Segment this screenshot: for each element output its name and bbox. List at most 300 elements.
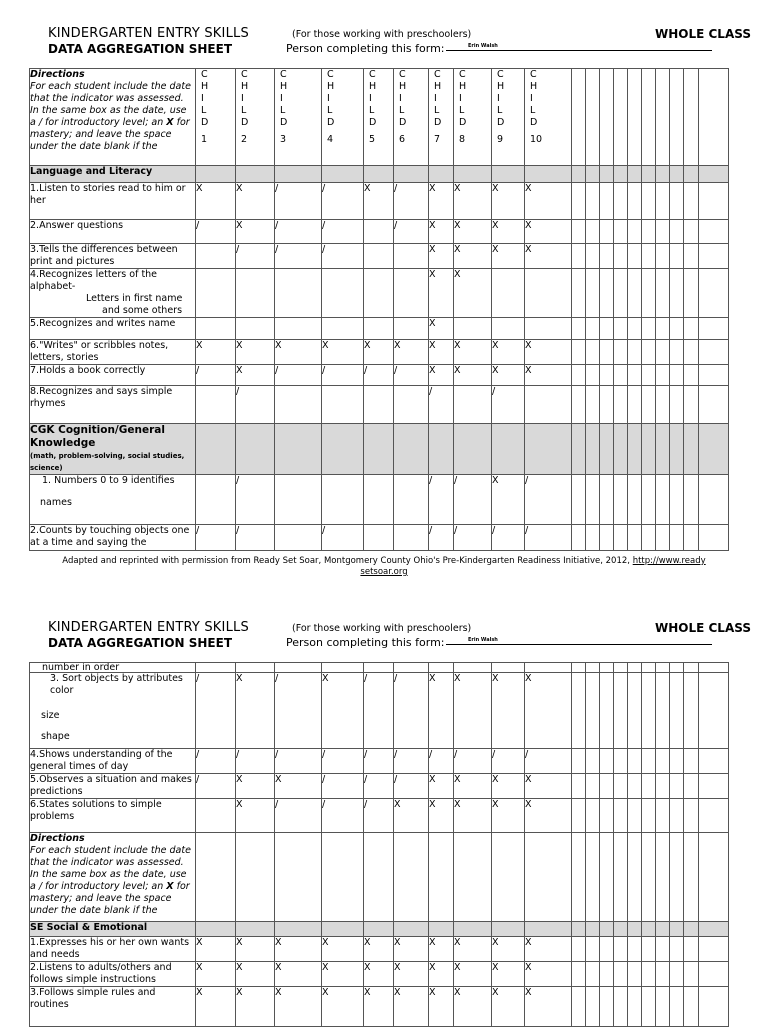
signature-line bbox=[446, 644, 712, 645]
blank-cell bbox=[656, 318, 670, 340]
directions-cell bbox=[30, 69, 196, 166]
mark-cell-child-1 bbox=[196, 386, 236, 424]
blank-cell bbox=[684, 937, 699, 962]
child-col-6: C H I L D 6 bbox=[394, 69, 429, 166]
table-row bbox=[30, 749, 729, 774]
mark-cell-child-3: X bbox=[275, 937, 322, 962]
blank-cell bbox=[614, 937, 628, 962]
mark-cell-child-10: X bbox=[525, 987, 572, 1027]
mark-cell-child-9: X bbox=[492, 673, 525, 749]
blank-cell bbox=[699, 269, 729, 318]
blank-cell bbox=[642, 183, 656, 220]
blank-cell bbox=[670, 987, 684, 1027]
aggregation-table-page2 bbox=[29, 662, 729, 1027]
mark-cell-child-8: / bbox=[454, 749, 492, 774]
mark-cell-child-8: X bbox=[454, 269, 492, 318]
blank-cell bbox=[684, 475, 699, 525]
mark-cell-child-9: X bbox=[492, 340, 525, 365]
blank-cell bbox=[642, 937, 656, 962]
blank-cell bbox=[656, 962, 670, 987]
blank-cell bbox=[656, 386, 670, 424]
form-title-note: (For those working with preschoolers) bbox=[292, 29, 472, 40]
blank-cell bbox=[670, 937, 684, 962]
blank-cell bbox=[572, 318, 586, 340]
blank-cell bbox=[572, 987, 586, 1027]
table-row bbox=[30, 525, 729, 551]
blank-cell bbox=[642, 318, 656, 340]
child-col-7: C H I L D 7 bbox=[429, 69, 454, 166]
mark-cell-child-6 bbox=[394, 244, 429, 269]
blank-cell bbox=[699, 244, 729, 269]
mark-cell-child-1: / bbox=[196, 749, 236, 774]
mark-cell-child-2: / bbox=[236, 525, 275, 551]
mark-cell-child-3: / bbox=[275, 673, 322, 749]
mark-cell-child-9: X bbox=[492, 183, 525, 220]
directions-text-a: For each student include the date that the indicator was assessed. In the same box as the date, use a / for introductory level; an bbox=[30, 81, 191, 128]
blank-cell bbox=[670, 475, 684, 525]
blank-cell bbox=[628, 183, 642, 220]
mark-cell-child-3: / bbox=[275, 220, 322, 244]
mark-cell-child-5: X bbox=[364, 962, 394, 987]
blank-cell bbox=[600, 365, 614, 386]
blank-cell bbox=[628, 962, 642, 987]
mark-cell-child-4: / bbox=[322, 799, 364, 833]
blank-cell bbox=[614, 799, 628, 833]
blank-cell bbox=[656, 365, 670, 386]
blank-cell bbox=[699, 475, 729, 525]
ready-set-soar-link-cont[interactable]: setsoar.org bbox=[360, 567, 408, 577]
mark-cell-child-5: / bbox=[364, 749, 394, 774]
mark-cell-child-8 bbox=[454, 386, 492, 424]
table-row bbox=[30, 774, 729, 799]
mark-cell-child-5: X bbox=[364, 340, 394, 365]
mark-cell-child-1: / bbox=[196, 673, 236, 749]
mark-cell-child-9: X bbox=[492, 987, 525, 1027]
mark-cell-child-1: / bbox=[196, 220, 236, 244]
table-row bbox=[30, 365, 729, 386]
mark-cell-child-10: X bbox=[525, 937, 572, 962]
mark-cell-child-1: / bbox=[196, 774, 236, 799]
mark-cell-child-6 bbox=[394, 475, 429, 525]
table-row bbox=[30, 244, 729, 269]
table-row bbox=[30, 987, 729, 1027]
blank-cell bbox=[684, 673, 699, 749]
whole-class-label: WHOLE CLASS bbox=[655, 621, 751, 635]
blank-cell bbox=[699, 220, 729, 244]
blank-cell bbox=[614, 318, 628, 340]
mark-cell-child-6: / bbox=[394, 749, 429, 774]
mark-cell-child-5 bbox=[364, 525, 394, 551]
mark-cell-child-7: / bbox=[429, 475, 454, 525]
mark-cell-child-9: / bbox=[492, 386, 525, 424]
mark-cell-child-9: / bbox=[492, 749, 525, 774]
mark-cell-child-7: X bbox=[429, 220, 454, 244]
mark-cell-child-9: X bbox=[492, 799, 525, 833]
mark-cell-child-6: / bbox=[394, 183, 429, 220]
blank-cell bbox=[684, 774, 699, 799]
indicator-sub: Letters in first name bbox=[86, 293, 183, 304]
mark-cell-child-10: / bbox=[525, 749, 572, 774]
blank-cell bbox=[572, 386, 586, 424]
indicator-label: 3.Tells the differences between print and pictures bbox=[30, 244, 196, 269]
blank-cell bbox=[699, 673, 729, 749]
blank-cell bbox=[600, 220, 614, 244]
blank-cell bbox=[586, 269, 600, 318]
blank-cell bbox=[699, 183, 729, 220]
directions-x: X bbox=[166, 117, 174, 128]
blank-cell bbox=[628, 937, 642, 962]
indicator-continued: number in order bbox=[30, 663, 196, 673]
blank-cell bbox=[600, 244, 614, 269]
mark-cell-child-7: X bbox=[429, 962, 454, 987]
blank-cell bbox=[572, 340, 586, 365]
blank-cell bbox=[684, 318, 699, 340]
mark-cell-child-5 bbox=[364, 386, 394, 424]
mark-cell-child-8: / bbox=[454, 475, 492, 525]
table-row bbox=[30, 220, 729, 244]
mark-cell-child-8: X bbox=[454, 774, 492, 799]
table-row bbox=[30, 799, 729, 833]
mark-cell-child-10: X bbox=[525, 220, 572, 244]
blank-cell bbox=[670, 673, 684, 749]
indicator-label: 2.Listens to adults/others and follows simple instructions bbox=[30, 962, 196, 987]
blank-cell bbox=[670, 220, 684, 244]
mark-cell-child-1 bbox=[196, 475, 236, 525]
mark-cell-child-6: X bbox=[394, 987, 429, 1027]
mark-cell-child-4 bbox=[322, 475, 364, 525]
mark-cell-child-4: / bbox=[322, 525, 364, 551]
mark-cell-child-9: X bbox=[492, 365, 525, 386]
blank-cell bbox=[600, 673, 614, 749]
mark-cell-child-2: X bbox=[236, 799, 275, 833]
blank-cell bbox=[572, 525, 586, 551]
blank-cell bbox=[699, 987, 729, 1027]
mark-cell-child-9: / bbox=[492, 525, 525, 551]
mark-cell-child-1 bbox=[196, 244, 236, 269]
mark-cell-child-8: X bbox=[454, 799, 492, 833]
mark-cell-child-8: X bbox=[454, 673, 492, 749]
blank-cell bbox=[642, 799, 656, 833]
indicator-label: 4.Shows understanding of the general times of day bbox=[30, 749, 196, 774]
mark-cell-child-1: / bbox=[196, 525, 236, 551]
blank-cell bbox=[628, 774, 642, 799]
mark-cell-child-9 bbox=[492, 269, 525, 318]
section-language-literacy bbox=[30, 166, 729, 183]
mark-cell-child-5: / bbox=[364, 365, 394, 386]
mark-cell-child-1: X bbox=[196, 937, 236, 962]
whole-class-label: WHOLE CLASS bbox=[655, 27, 751, 41]
blank-cell bbox=[642, 987, 656, 1027]
form-subtitle: DATA AGGREGATION SHEET bbox=[48, 42, 233, 56]
blank-cell bbox=[572, 749, 586, 774]
mark-cell-child-7: X bbox=[429, 183, 454, 220]
mark-cell-child-2: X bbox=[236, 962, 275, 987]
blank-cell bbox=[670, 525, 684, 551]
blank-cell bbox=[614, 962, 628, 987]
signature: Erin Walsh bbox=[468, 43, 498, 49]
blank-cell bbox=[684, 183, 699, 220]
mark-cell-child-4 bbox=[322, 386, 364, 424]
mark-cell-child-5 bbox=[364, 220, 394, 244]
blank-cell bbox=[642, 962, 656, 987]
indicator-sub: shape bbox=[41, 731, 70, 742]
table-row bbox=[30, 937, 729, 962]
directions-title: Directions bbox=[30, 69, 85, 80]
blank-cell bbox=[628, 220, 642, 244]
mark-cell-child-2: X bbox=[236, 673, 275, 749]
blank-cell bbox=[628, 673, 642, 749]
indicator-label: 6."Writes" or scribbles notes, letters, stories bbox=[30, 340, 196, 365]
blank-cell bbox=[656, 774, 670, 799]
table-header-row bbox=[30, 69, 729, 166]
mark-cell-child-5: / bbox=[364, 673, 394, 749]
blank-cell bbox=[572, 937, 586, 962]
blank-cell bbox=[684, 269, 699, 318]
mark-cell-child-2: / bbox=[236, 244, 275, 269]
mark-cell-child-4 bbox=[322, 318, 364, 340]
blank-cell bbox=[600, 987, 614, 1027]
blank-cell bbox=[600, 525, 614, 551]
mark-cell-child-2: X bbox=[236, 220, 275, 244]
mark-cell-child-6: / bbox=[394, 774, 429, 799]
blank-cell bbox=[642, 340, 656, 365]
blank-cell bbox=[684, 962, 699, 987]
mark-cell-child-3 bbox=[275, 475, 322, 525]
aggregation-table-page1 bbox=[29, 68, 729, 551]
mark-cell-child-8 bbox=[454, 318, 492, 340]
section-title: Language and Literacy bbox=[30, 166, 196, 183]
child-col-3: C H I L D 3 bbox=[275, 69, 322, 166]
blank-cell bbox=[628, 799, 642, 833]
mark-cell-child-10: X bbox=[525, 799, 572, 833]
indicator-label: 3. Sort objects by attributes color size shape bbox=[30, 673, 196, 749]
indicator-label: 8.Recognizes and says simple rhymes bbox=[30, 386, 196, 424]
mark-cell-child-6: / bbox=[394, 365, 429, 386]
table-row bbox=[30, 475, 729, 525]
blank-cell bbox=[586, 937, 600, 962]
blank-cell bbox=[586, 774, 600, 799]
table-row bbox=[30, 663, 729, 673]
mark-cell-child-2 bbox=[236, 318, 275, 340]
mark-cell-child-3: X bbox=[275, 987, 322, 1027]
blank-cell bbox=[656, 475, 670, 525]
blank-cell bbox=[684, 987, 699, 1027]
mark-cell-child-1: X bbox=[196, 340, 236, 365]
mark-cell-child-1: / bbox=[196, 365, 236, 386]
blank-cell bbox=[670, 269, 684, 318]
blank-cell bbox=[586, 525, 600, 551]
blank-cell bbox=[572, 774, 586, 799]
indicator-label: 7.Holds a book correctly bbox=[30, 365, 196, 386]
indicator-label: 2.Counts by touching objects one at a time and saying the bbox=[30, 525, 196, 551]
indicator-label: 4.Recognizes letters of the alphabet- Letters in first name and some others bbox=[30, 269, 196, 318]
child-col-5: C H I L D 5 bbox=[364, 69, 394, 166]
blank-cell bbox=[572, 183, 586, 220]
blank-cell bbox=[628, 525, 642, 551]
blank-cell bbox=[586, 673, 600, 749]
mark-cell-child-4: X bbox=[322, 937, 364, 962]
form-title: KINDERGARTEN ENTRY SKILLS bbox=[48, 26, 249, 41]
indicator-sub: names bbox=[40, 497, 72, 508]
blank-cell bbox=[628, 340, 642, 365]
mark-cell-child-7: X bbox=[429, 269, 454, 318]
indicator-label: 2.Answer questions bbox=[30, 220, 196, 244]
mark-cell-child-1: X bbox=[196, 987, 236, 1027]
mark-cell-child-6 bbox=[394, 269, 429, 318]
mark-cell-child-7: X bbox=[429, 318, 454, 340]
blank-cell bbox=[642, 244, 656, 269]
mark-cell-child-3 bbox=[275, 269, 322, 318]
mark-cell-child-4: X bbox=[322, 340, 364, 365]
mark-cell-child-7: / bbox=[429, 749, 454, 774]
child-col-8: C H I L D 8 bbox=[454, 69, 492, 166]
blank-cell bbox=[699, 525, 729, 551]
mark-cell-child-8: X bbox=[454, 962, 492, 987]
blank-cell bbox=[614, 749, 628, 774]
blank-cell bbox=[600, 340, 614, 365]
blank-cell bbox=[699, 799, 729, 833]
blank-cell bbox=[614, 987, 628, 1027]
blank-cell bbox=[600, 962, 614, 987]
mark-cell-child-8: X bbox=[454, 220, 492, 244]
blank-cell bbox=[699, 749, 729, 774]
mark-cell-child-9 bbox=[492, 318, 525, 340]
mark-cell-child-7: X bbox=[429, 774, 454, 799]
mark-cell-child-10: X bbox=[525, 673, 572, 749]
blank-cell bbox=[699, 318, 729, 340]
blank-cell bbox=[656, 987, 670, 1027]
mark-cell-child-2: X bbox=[236, 937, 275, 962]
mark-cell-child-5 bbox=[364, 475, 394, 525]
mark-cell-child-6 bbox=[394, 525, 429, 551]
mark-cell-child-8: X bbox=[454, 244, 492, 269]
blank-cell bbox=[572, 475, 586, 525]
indicator-label: 1.Expresses his or her own wants and needs bbox=[30, 937, 196, 962]
blank-cell bbox=[642, 774, 656, 799]
blank-cell bbox=[670, 340, 684, 365]
blank-cell bbox=[670, 244, 684, 269]
blank-cell bbox=[642, 749, 656, 774]
blank-cell bbox=[684, 799, 699, 833]
blank-cell bbox=[684, 386, 699, 424]
blank-cell bbox=[586, 340, 600, 365]
blank-cell bbox=[586, 244, 600, 269]
blank-cell bbox=[656, 937, 670, 962]
mark-cell-child-10: / bbox=[525, 525, 572, 551]
mark-cell-child-1: X bbox=[196, 962, 236, 987]
mark-cell-child-2: X bbox=[236, 987, 275, 1027]
mark-cell-child-10: X bbox=[525, 962, 572, 987]
mark-cell-child-10: X bbox=[525, 244, 572, 269]
blank-cell bbox=[614, 774, 628, 799]
blank-cell bbox=[586, 962, 600, 987]
blank-cell bbox=[600, 749, 614, 774]
mark-cell-child-9: X bbox=[492, 962, 525, 987]
mark-cell-child-3 bbox=[275, 525, 322, 551]
mark-cell-child-9: X bbox=[492, 244, 525, 269]
blank-cell bbox=[600, 475, 614, 525]
mark-cell-child-5: / bbox=[364, 799, 394, 833]
indicator-label: 1. Numbers 0 to 9 identifies names bbox=[30, 475, 196, 525]
indicator-label: 3.Follows simple rules and routines bbox=[30, 987, 196, 1027]
blank-cell bbox=[656, 673, 670, 749]
blank-cell bbox=[656, 525, 670, 551]
mark-cell-child-3: / bbox=[275, 365, 322, 386]
blank-cell bbox=[656, 220, 670, 244]
mark-cell-child-3: / bbox=[275, 244, 322, 269]
blank-cell bbox=[614, 183, 628, 220]
blank-cell bbox=[699, 340, 729, 365]
mark-cell-child-10: X bbox=[525, 774, 572, 799]
blank-cell bbox=[586, 220, 600, 244]
mark-cell-child-8: / bbox=[454, 525, 492, 551]
mark-cell-child-1 bbox=[196, 318, 236, 340]
mark-cell-child-8: X bbox=[454, 340, 492, 365]
blank-cell bbox=[656, 269, 670, 318]
ready-set-soar-link[interactable]: http://www.ready bbox=[632, 556, 706, 566]
mark-cell-child-2: X bbox=[236, 183, 275, 220]
mark-cell-child-6: X bbox=[394, 962, 429, 987]
table-row bbox=[30, 673, 729, 749]
mark-cell-child-7: X bbox=[429, 799, 454, 833]
section-cgk bbox=[30, 424, 729, 475]
mark-cell-child-4 bbox=[322, 269, 364, 318]
blank-cell bbox=[656, 749, 670, 774]
signature-line bbox=[446, 50, 712, 51]
blank-cell bbox=[572, 962, 586, 987]
blank-cell bbox=[699, 962, 729, 987]
blank-cell bbox=[600, 318, 614, 340]
indicator-label: 1.Listen to stories read to him or her bbox=[30, 183, 196, 220]
blank-cell bbox=[614, 220, 628, 244]
table-row bbox=[30, 340, 729, 365]
table-row bbox=[30, 962, 729, 987]
blank-cell bbox=[614, 673, 628, 749]
mark-cell-child-3: X bbox=[275, 340, 322, 365]
blank-cell bbox=[670, 774, 684, 799]
mark-cell-child-9: X bbox=[492, 774, 525, 799]
person-completing-label: Person completing this form: bbox=[286, 636, 445, 649]
child-col-10: C H I L D 10 bbox=[525, 69, 572, 166]
indicator-label: 6.States solutions to simple problems bbox=[30, 799, 196, 833]
blank-cell bbox=[586, 183, 600, 220]
blank-cell bbox=[586, 365, 600, 386]
section-social-emotional bbox=[30, 922, 729, 937]
table-row bbox=[30, 386, 729, 424]
mark-cell-child-9: X bbox=[492, 937, 525, 962]
mark-cell-child-10 bbox=[525, 269, 572, 318]
mark-cell-child-7: / bbox=[429, 386, 454, 424]
blank-cell bbox=[600, 183, 614, 220]
mark-cell-child-3: / bbox=[275, 799, 322, 833]
mark-cell-child-5 bbox=[364, 318, 394, 340]
blank-cell bbox=[670, 749, 684, 774]
mark-cell-child-4: X bbox=[322, 987, 364, 1027]
child-col-2: C H I L D 2 bbox=[236, 69, 275, 166]
blank-cell bbox=[684, 340, 699, 365]
blank-cell bbox=[656, 799, 670, 833]
mark-cell-child-7: X bbox=[429, 673, 454, 749]
mark-cell-child-8: X bbox=[454, 365, 492, 386]
person-completing-label: Person completing this form: bbox=[286, 42, 445, 55]
mark-cell-child-3: X bbox=[275, 774, 322, 799]
blank-cell bbox=[684, 244, 699, 269]
blank-cell bbox=[600, 937, 614, 962]
blank-cell bbox=[586, 386, 600, 424]
blank-cell bbox=[628, 318, 642, 340]
mark-cell-child-8: X bbox=[454, 183, 492, 220]
mark-cell-child-2: X bbox=[236, 365, 275, 386]
